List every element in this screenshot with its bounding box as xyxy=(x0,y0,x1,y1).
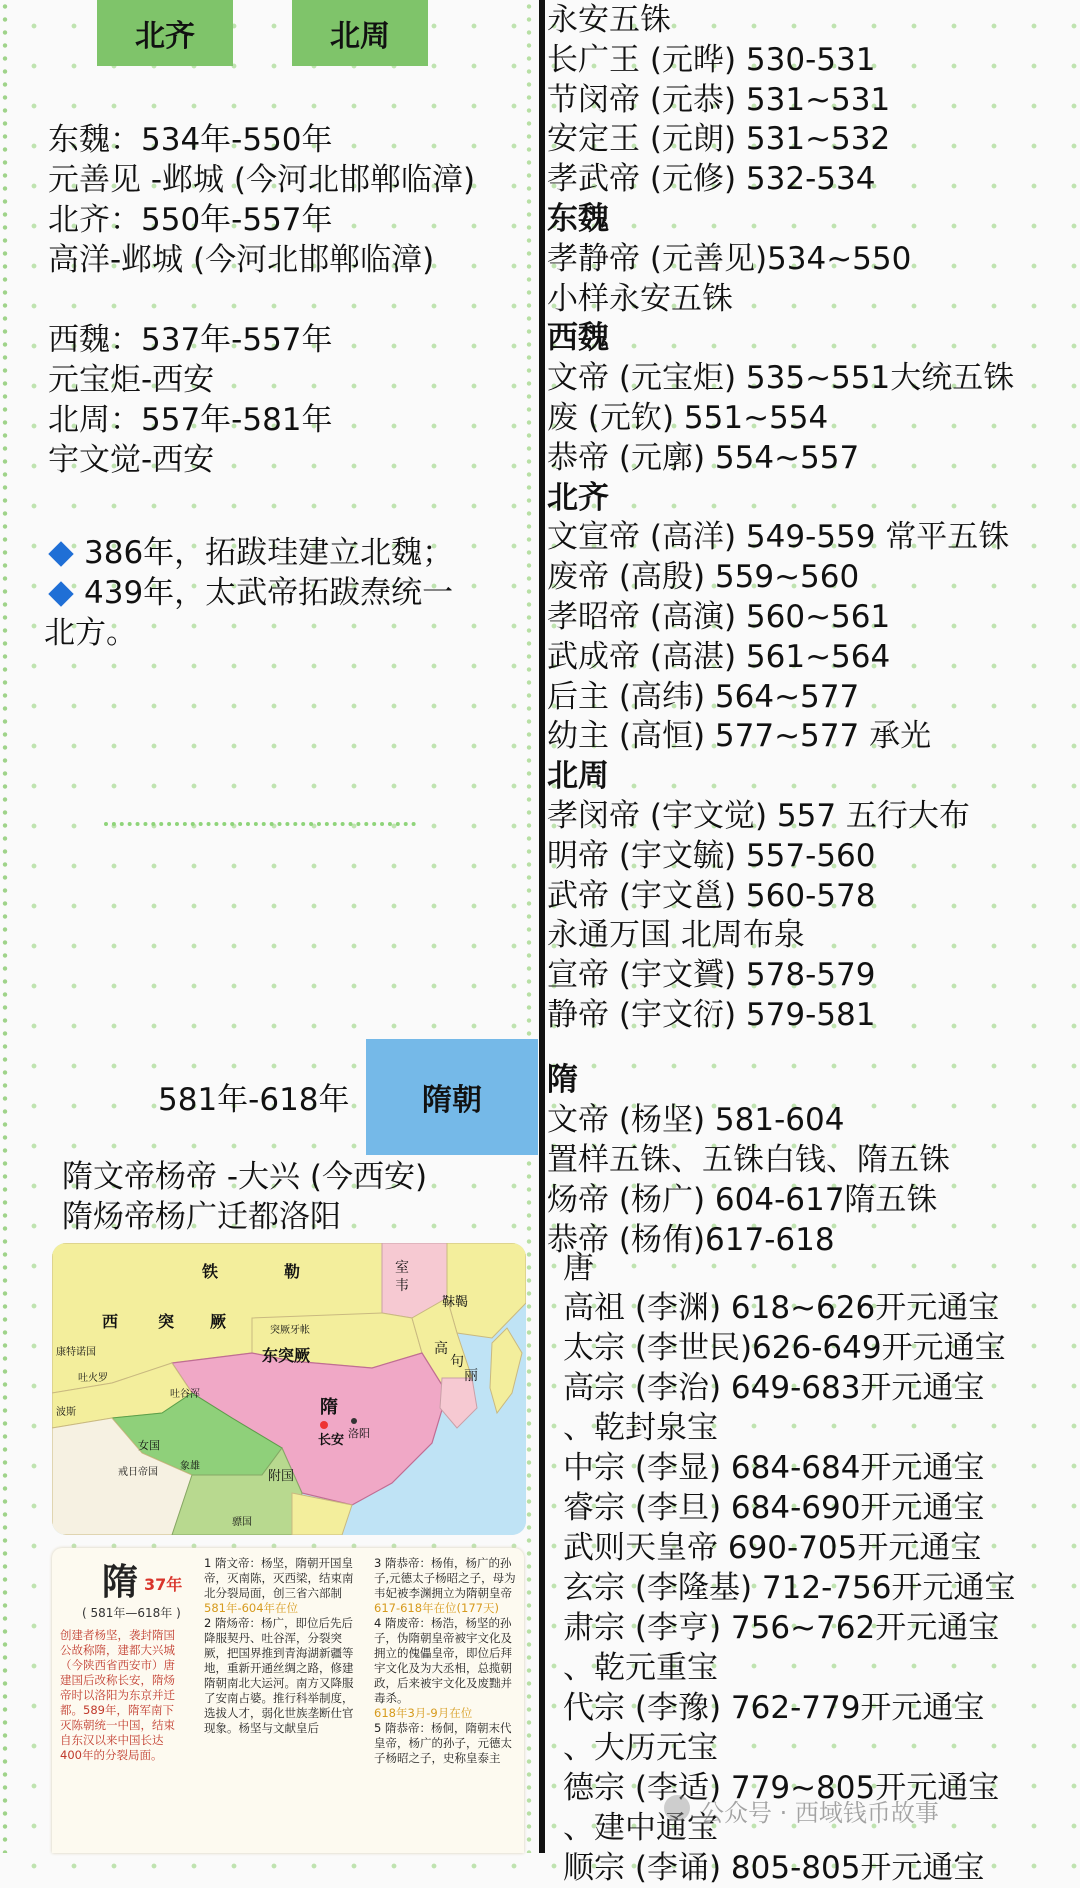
sui-dynasty-map xyxy=(52,1243,526,1535)
middle-dot-border xyxy=(524,0,534,1853)
emperor-row: 静帝 (宇文衍) 579-581 xyxy=(547,997,876,1033)
map-label: 骠国 xyxy=(232,1517,252,1528)
emperor-row: 孝静帝 (元善见)534~550 xyxy=(547,240,912,277)
map-label: 西 xyxy=(102,1312,119,1331)
map-label: 象雄 xyxy=(180,1461,200,1472)
emperor-row: 武成帝 (高湛) 561~564 xyxy=(547,638,891,675)
emperor-row: 幼主 (高恒) 577~577 承光 xyxy=(547,718,932,755)
watermark: 公众号 · 西域钱币故事 xyxy=(700,1799,939,1827)
left-line: 高洋-邺城 (今河北邯郸临漳) xyxy=(48,242,435,278)
sui-line: 隋炀帝杨广迁都洛阳 xyxy=(62,1199,341,1235)
map-label: 韦 xyxy=(395,1278,409,1294)
emperor-row: 睿宗 (李旦) 684-690开元通宝 xyxy=(563,1490,985,1526)
left-line: 东魏：534年-550年 xyxy=(48,122,333,158)
dynasty-heading: 北齐 xyxy=(547,479,609,516)
emperor-row: 文帝 (元宝炬) 535~551大统五铢 xyxy=(547,360,1015,397)
map-label: 波斯 xyxy=(56,1407,76,1418)
map-label: 戒日帝国 xyxy=(118,1467,158,1478)
bullet-text: 386年，拓跋珪建立北魏； xyxy=(84,535,454,571)
emperor-entry: 5 隋恭帝：杨侗，隋朝末代皇帝，杨广的孙子，元德太子杨昭之子，史称皇泰主 xyxy=(374,1721,512,1765)
emperor-row: 永安五铢 xyxy=(547,2,671,38)
reign-date: 581年-604年在位 xyxy=(204,1601,299,1615)
map-label: 室 xyxy=(395,1260,409,1276)
emperor-row: 孝闵帝 (宇文觉) 557 五行大布 xyxy=(547,798,970,834)
tag-sui: 隋朝 xyxy=(366,1039,538,1155)
dynasty-heading: 西魏 xyxy=(547,320,609,357)
map-label: 康特诺国 xyxy=(56,1347,96,1358)
tag-beiqi: 北齐 xyxy=(97,0,233,66)
info-card-column xyxy=(204,1556,354,1736)
emperor-row: 、乾封泉宝 xyxy=(563,1410,718,1446)
emperor-row: 宣帝 (宇文贇) 578-579 xyxy=(547,957,876,994)
emperor-row: 安定王 (元朗) 531~532 xyxy=(547,121,891,158)
left-line: 北齐：550年-557年 xyxy=(48,202,333,238)
map-label: 厥 xyxy=(210,1312,227,1331)
info-card-column xyxy=(374,1556,519,1766)
map-label: 吐火罗 xyxy=(78,1373,108,1384)
info-card-range: ( 581年—618年 ) xyxy=(82,1606,181,1620)
emperor-row: 武则天皇帝 690-705开元通宝 xyxy=(563,1530,982,1566)
dynasty-heading: 隋 xyxy=(547,1062,578,1098)
map-label: 丽 xyxy=(464,1368,478,1384)
reign-date: 617-618年在位(177天) xyxy=(374,1601,499,1615)
diamond-bullet-icon xyxy=(48,541,73,566)
left-line: 西魏：537年-557年 xyxy=(48,322,333,358)
dynasty-heading: 北周 xyxy=(547,758,609,795)
emperor-row: 代宗 (李豫) 762-779开元通宝 xyxy=(563,1690,985,1726)
info-card-summary: 创建者杨坚，袭封隋国公故称隋，建都大兴城（今陕西省西安市）唐建国后改称长安，隋炀帝时以洛阳为东京并迁都。589年，隋军南下灭陈朝统一中国，结束自东汉以来中国长达400年的分裂局面。 xyxy=(60,1628,175,1762)
left-line: 北周：557年-581年 xyxy=(48,402,333,438)
emperor-row: 废 (元钦) 551~554 xyxy=(547,400,829,436)
emperor-row: 节闵帝 (元恭) 531~531 xyxy=(547,81,891,118)
sui-line: 隋文帝杨帝 -大兴 (今西安) xyxy=(62,1159,428,1195)
info-card-title: 隋 xyxy=(102,1562,139,1603)
wechat-icon xyxy=(664,1795,690,1821)
emperor-row: 高宗 (李治) 649-683开元通宝 xyxy=(563,1370,985,1406)
emperor-row: 高祖 (李渊) 618~626开元通宝 xyxy=(563,1290,1000,1326)
emperor-row: 明帝 (宇文毓) 557-560 xyxy=(547,837,876,874)
emperor-row: 恭帝 (元廓) 554~557 xyxy=(547,439,860,476)
emperor-row: 孝武帝 (元修) 532-534 xyxy=(547,161,876,198)
dynasty-heading: 东魏 xyxy=(547,201,609,237)
emperor-row: 小样永安五铢 xyxy=(547,280,733,317)
emperor-entry: 2 隋炀帝：杨广，即位后先后降服契丹、吐谷浑，分裂突厥，把国界推到青海湖新疆等地，重新开通丝绸之路，修建隋朝南北大运河。南方又降服了安南占婆。推行科举制度，选拔人才，弱化世族垄断仕官现象。杨坚与文献皇后 xyxy=(204,1616,354,1735)
left-dot-border xyxy=(0,0,10,1853)
emperor-row: 废帝 (高殷) 559~560 xyxy=(547,559,860,596)
emperor-row: 玄宗 (李隆基) 712-756开元通宝 xyxy=(563,1570,1016,1606)
map-label: 靺鞨 xyxy=(442,1295,469,1310)
emperor-row: 肃宗 (李亨) 756~762开元通宝 xyxy=(563,1610,1000,1646)
emperor-row: 恭帝 (杨侑)617-618 xyxy=(547,1222,835,1258)
bullet-item xyxy=(44,533,453,573)
emperor-row: 孝昭帝 (高演) 560~561 xyxy=(547,599,891,635)
bullet-text: 439年，太武帝拓跋焘统一 xyxy=(84,575,454,611)
emperor-row: 炀帝 (杨广) 604-617隋五铢 xyxy=(547,1182,938,1218)
map-label: 吐谷浑 xyxy=(170,1389,200,1400)
map-label: 高 xyxy=(434,1341,448,1357)
emperor-row: 、乾元重宝 xyxy=(563,1650,718,1686)
tag-beizhou: 北周 xyxy=(292,0,428,66)
reign-date: 618年3月-9月在位 xyxy=(374,1706,473,1720)
diamond-bullet-icon xyxy=(48,581,73,606)
map-label: 东突厥 xyxy=(262,1346,311,1365)
sui-years: 581年-618年 xyxy=(158,1082,350,1118)
dotted-separator xyxy=(104,822,416,826)
bullet-continuation: 北方。 xyxy=(44,615,137,651)
emperor-row: 长广王 (元晔) 530-531 xyxy=(547,41,876,78)
dynasty-heading: 唐 xyxy=(563,1250,594,1286)
map-label: 洛阳 xyxy=(348,1427,370,1440)
emperor-row: 中宗 (李显) 684-684开元通宝 xyxy=(563,1450,985,1486)
emperor-row: 置样五铢、五铢白钱、隋五铢 xyxy=(547,1142,950,1178)
map-label: 隋 xyxy=(320,1397,338,1418)
emperor-row: 武帝 (宇文邕) 560-578 xyxy=(547,877,876,914)
emperor-row: 文帝 (杨坚) 581-604 xyxy=(547,1102,845,1138)
map-label: 突厥牙帐 xyxy=(270,1325,310,1336)
column-divider xyxy=(539,0,545,1853)
emperor-entry: 1 隋文帝：杨坚，隋朝开国皇帝，灭南陈，灭西梁，结束南北分裂局面，创三省六部制 xyxy=(204,1556,354,1600)
sui-info-card xyxy=(52,1548,524,1853)
map-label: 女国 xyxy=(138,1439,160,1452)
emperor-row: 太宗 (李世民)626-649开元通宝 xyxy=(563,1330,1006,1366)
map-label: 铁 xyxy=(202,1262,219,1281)
emperor-row: 、大历元宝 xyxy=(563,1730,718,1766)
left-line: 宇文觉-西安 xyxy=(48,442,215,478)
map-label: 长安 xyxy=(318,1433,345,1448)
emperor-row: 顺宗 (李诵) 805-805开元通宝 xyxy=(563,1850,985,1886)
map-label: 突 xyxy=(158,1312,175,1331)
emperor-row: 文宣帝 (高洋) 549-559 常平五铢 xyxy=(547,519,1010,556)
emperor-row: 后主 (高纬) 564~577 xyxy=(547,678,860,715)
map-label: 附国 xyxy=(268,1469,295,1484)
map-graphic xyxy=(52,1243,526,1535)
emperor-entry: 4 隋废帝：杨浩，杨坚的孙子，伪隋朝皇帝被宇文化及拥立的傀儡皇帝，即位后拜宇文化及为大丞相，总揽朝政，后来被宇文化及废黜并毒杀。 xyxy=(374,1616,512,1705)
map-label: 句 xyxy=(450,1354,464,1370)
left-line: 元善见 -邺城 (今河北邯郸临漳) xyxy=(48,162,476,198)
emperor-row: 德宗 (李适) 779~805开元通宝 xyxy=(563,1770,1000,1806)
emperor-row: 、建中通宝 xyxy=(563,1810,718,1846)
left-line: 元宝炬-西安 xyxy=(48,362,215,398)
info-card-duration: 37年 xyxy=(144,1575,183,1594)
emperor-row: 永通万国 北周布泉 xyxy=(547,917,805,954)
bullet-item xyxy=(44,573,453,613)
emperor-entry: 3 隋恭帝：杨侑，杨广的孙子,元德太子杨昭之子，母为韦妃被李渊拥立为隋朝皇帝 xyxy=(374,1556,516,1600)
map-label: 勒 xyxy=(284,1262,301,1281)
